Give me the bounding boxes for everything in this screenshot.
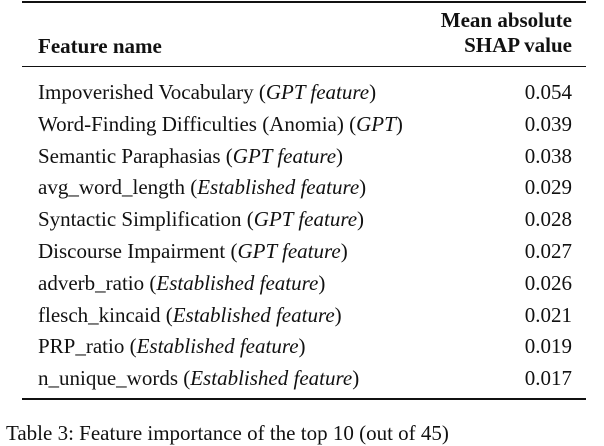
table-body <box>22 77 586 395</box>
header-rule <box>22 66 586 67</box>
feature-name: Impoverished Vocabulary (GPT feature) <box>38 80 377 104</box>
shap-value: 0.017 <box>524 366 572 391</box>
feature-name: flesch_kincaid (Established feature) <box>38 302 342 327</box>
shap-value: 0.054 <box>524 80 572 104</box>
table-row <box>22 204 586 236</box>
feature-name: PRP_ratio (Established feature) <box>38 334 306 359</box>
table-row <box>22 331 586 363</box>
feature-name-header: Feature name <box>38 34 162 58</box>
feature-name: Syntactic Simplification (GPT feature) <box>38 207 365 232</box>
table-row <box>22 141 586 173</box>
table-row <box>22 268 586 300</box>
top-rule <box>22 1 586 3</box>
feature-name: Semantic Paraphasias (GPT feature) <box>38 143 344 168</box>
shap-value: 0.026 <box>524 270 572 295</box>
feature-name: Discourse Impairment (GPT feature) <box>38 238 348 263</box>
feature-name: n_unique_words (Established feature) <box>38 366 360 391</box>
shap-header-line1: Mean absolute <box>440 8 572 32</box>
table-row <box>22 109 586 141</box>
shap-value: 0.021 <box>524 302 572 327</box>
table-row <box>22 172 586 204</box>
feature-name: Word-Finding Difficulties (Anomia) (GPT) <box>38 111 403 136</box>
table-row <box>22 300 586 332</box>
bottom-rule <box>22 398 586 400</box>
shap-value: 0.028 <box>524 207 572 232</box>
shap-value: 0.039 <box>524 111 572 136</box>
feature-name: adverb_ratio (Established feature) <box>38 270 326 295</box>
table-row <box>22 363 586 395</box>
table-caption: Table 3: Feature importance of the top 10 (out of 45) <box>6 421 449 445</box>
shap-value: 0.019 <box>524 334 572 359</box>
table-row <box>22 236 586 268</box>
shap-header-line2: SHAP value <box>464 33 572 57</box>
shap-value: 0.027 <box>524 238 572 263</box>
shap-value: 0.029 <box>524 175 572 200</box>
table-row <box>22 77 586 109</box>
shap-value-header <box>441 8 572 58</box>
shap-value: 0.038 <box>524 143 572 168</box>
feature-name: avg_word_length (Established feature) <box>38 175 367 200</box>
